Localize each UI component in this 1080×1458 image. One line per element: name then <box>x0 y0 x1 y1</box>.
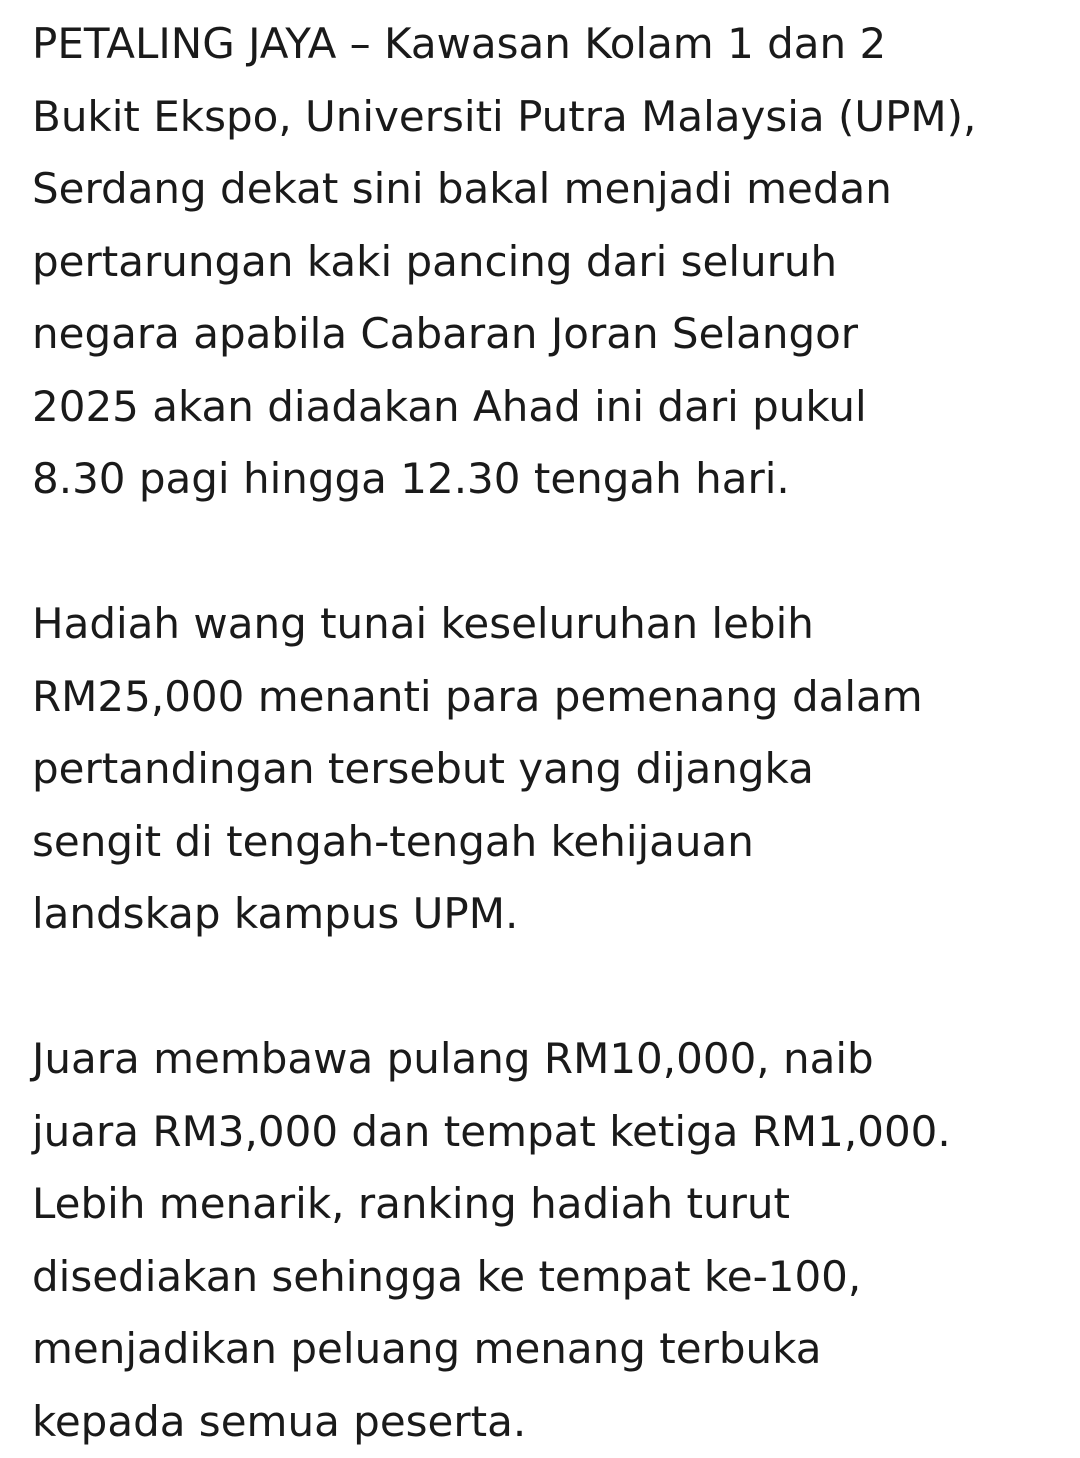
paragraph-line: juara RM3,000 dan tempat ketiga RM1,000. <box>32 1106 951 1156</box>
paragraph-line: 8.30 pagi hingga 12.30 tengah hari. <box>32 454 790 503</box>
paragraph-line: PETALING JAYA – Kawasan Kolam 1 dan 2 <box>32 19 887 68</box>
paragraph-line: Hadiah wang tunai keseluruhan lebih <box>32 599 814 648</box>
article-paragraph-1 <box>32 8 1052 516</box>
paragraph-line: Bukit Ekspo, Universiti Putra Malaysia (UPM), <box>32 91 977 141</box>
article-paragraph-2 <box>32 588 1052 951</box>
paragraph-line: negara apabila Cabaran Joran Selangor <box>32 309 859 358</box>
paragraph-line: Juara membawa pulang RM10,000, naib <box>32 1034 874 1083</box>
paragraph-line: RM25,000 menanti para pemenang dalam <box>32 671 923 721</box>
paragraph-line: landskap kampus UPM. <box>32 889 519 938</box>
paragraph-line: sengit di tengah-tengah kehijauan <box>32 816 754 866</box>
paragraph-line: menjadikan peluang menang terbuka <box>32 1324 822 1373</box>
article-paragraph-3 <box>32 1023 1052 1458</box>
paragraph-line: 2025 akan diadakan Ahad ini dari pukul <box>32 381 867 431</box>
paragraph-line: Lebih menarik, ranking hadiah turut <box>32 1179 790 1228</box>
paragraph-line: pertarungan kaki pancing dari seluruh <box>32 236 838 286</box>
paragraph-line: kepada semua peserta. <box>32 1396 527 1446</box>
paragraph-line: Serdang dekat sini bakal menjadi medan <box>32 164 892 213</box>
paragraph-line: disediakan sehingga ke tempat ke-100, <box>32 1251 862 1301</box>
paragraph-line: pertandingan tersebut yang dijangka <box>32 744 814 793</box>
